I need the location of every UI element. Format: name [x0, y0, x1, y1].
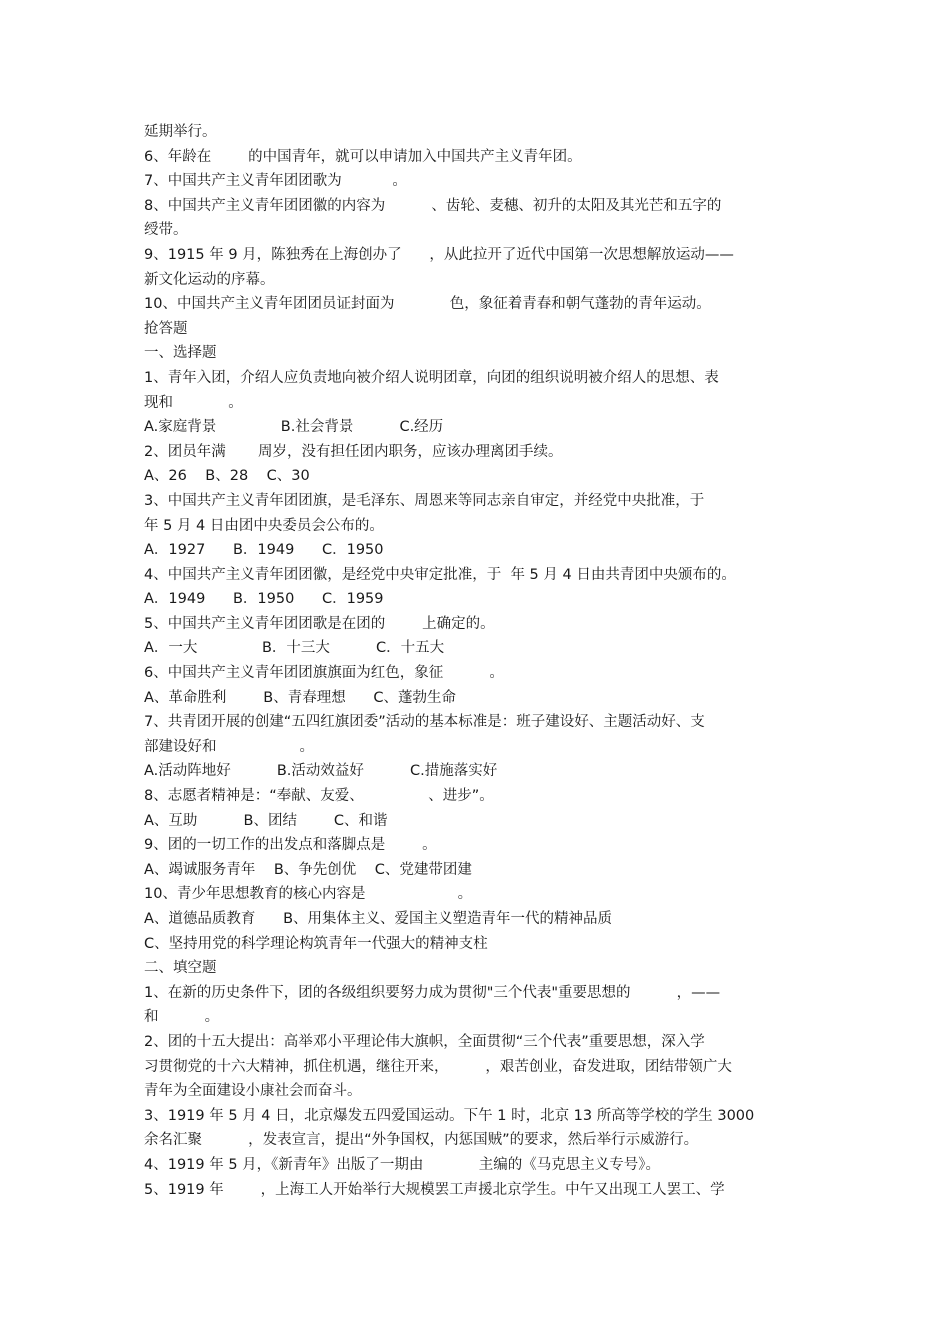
- text-line: 2、团的十五大提出：高举邓小平理论伟大旗帜，全面贯彻“三个代表”重要思想，深入学: [144, 1033, 705, 1050]
- text-line: 年 5 月 4 日由团中央委员会公布的。: [144, 517, 384, 534]
- text-line: 7、共青团开展的创建“五四红旗团委”活动的基本标准是：班子建设好、主题活动好、支: [144, 714, 705, 731]
- text-line: 3、1919 年 5 月 4 日，北京爆发五四爱国运动。下午 1 时，北京 13 所高等学校的学生 3000: [144, 1107, 755, 1124]
- document-body: [144, 120, 809, 1202]
- text-line: 4、1919 年 5 月，《新青年》出版了一期由 主编的《马克思主义专号》。: [144, 1156, 660, 1173]
- text-line: A、竭诚服务青年 B、争先创优 C、党建带团建: [144, 861, 472, 878]
- text-line: 4、中国共产主义青年团团徽，是经党中央审定批准，于 年 5 月 4 日由共青团中央颁布的。: [144, 566, 736, 583]
- text-line: 二、填空题: [144, 960, 217, 977]
- text-line: 8、中国共产主义青年团团徽的内容为 、齿轮、麦穗、初升的太阳及其光芒和五字的: [144, 197, 722, 214]
- text-line: 习贯彻党的十六大精神，抓住机遇，继往开来， ，艰苦创业，奋发进取，团结带领广大: [144, 1058, 732, 1075]
- text-line: 10、青少年思想教育的核心内容是 。: [144, 886, 473, 903]
- text-line: A.家庭背景 B.社会背景 C.经历: [144, 419, 444, 436]
- text-line: A、革命胜利 B、青春理想 C、蓬勃生命: [144, 689, 457, 706]
- text-line: 绶带。: [144, 222, 188, 239]
- text-line: 6、中国共产主义青年团团旗旗面为红色，象征 。: [144, 665, 504, 682]
- text-line: A．一大 B．十三大 C．十五大: [144, 640, 445, 657]
- text-line: 余名汇聚 ，发表宣言，提出“外争国权，内惩国贼”的要求，然后举行示威游行。: [144, 1132, 699, 1149]
- text-line: A．1949 B．1950 C．1959: [144, 591, 384, 608]
- text-line: 5、1919 年 ，上海工人开始举行大规模罢工声援北京学生。中午又出现工人罢工、学: [144, 1181, 725, 1198]
- text-line: 8、志愿者精神是：“奉献、友爱、 、进步”。: [144, 788, 494, 805]
- text-line: A、26 B、28 C、30: [144, 468, 310, 485]
- text-line: 10、中国共产主义青年团团员证封面为 色，象征着青春和朝气蓬勃的青年运动。: [144, 296, 711, 313]
- text-line: 现和 。: [144, 394, 243, 411]
- text-line: A．1927 B．1949 C．1950: [144, 542, 384, 559]
- text-line: 延期举行。: [144, 124, 217, 140]
- text-line: 青年为全面建设小康社会而奋斗。: [144, 1083, 362, 1100]
- text-line: C、坚持用党的科学理论构筑青年一代强大的精神支柱: [144, 935, 488, 952]
- text-line: 和 。: [144, 1009, 220, 1026]
- text-line: A、互助 B、团结 C、和谐: [144, 812, 388, 829]
- text-line: 新文化运动的序幕。: [144, 271, 275, 288]
- text-line: 7、中国共产主义青年团团歌为 。: [144, 173, 407, 190]
- text-line: 部建设好和 。: [144, 738, 314, 755]
- text-line: 9、团的一切工作的出发点和落脚点是 。: [144, 837, 437, 854]
- text-line: 2、团员年满 周岁，没有担任团内职务，应该办理离团手续。: [144, 443, 563, 460]
- text-line: 3、中国共产主义青年团团旗，是毛泽东、周恩来等同志亲自审定，并经党中央批准，于: [144, 492, 705, 509]
- text-line: 抢答题: [144, 320, 188, 337]
- text-line: A、道德品质教育 B、用集体主义、爱国主义塑造青年一代的精神品质: [144, 911, 613, 927]
- text-line: 6、年龄在 的中国青年，就可以申请加入中国共产主义青年团。: [144, 148, 582, 165]
- text-line: 1、在新的历史条件下，团的各级组织要努力成为贯彻"三个代表"重要思想的 ，——: [144, 984, 721, 1001]
- text-line: 9、1915 年 9 月，陈独秀在上海创办了 ，从此拉开了近代中国第一次思想解放运动——: [144, 246, 734, 263]
- text-line: 1、青年入团，介绍人应负责地向被介绍人说明团章，向团的组织说明被介绍人的思想、表: [144, 369, 719, 386]
- text-line: A.活动阵地好 B.活动效益好 C.措施落实好: [144, 763, 498, 780]
- text-line: 一、选择题: [144, 345, 217, 362]
- text-line: 5、中国共产主义青年团团歌是在团的 上确定的。: [144, 615, 495, 632]
